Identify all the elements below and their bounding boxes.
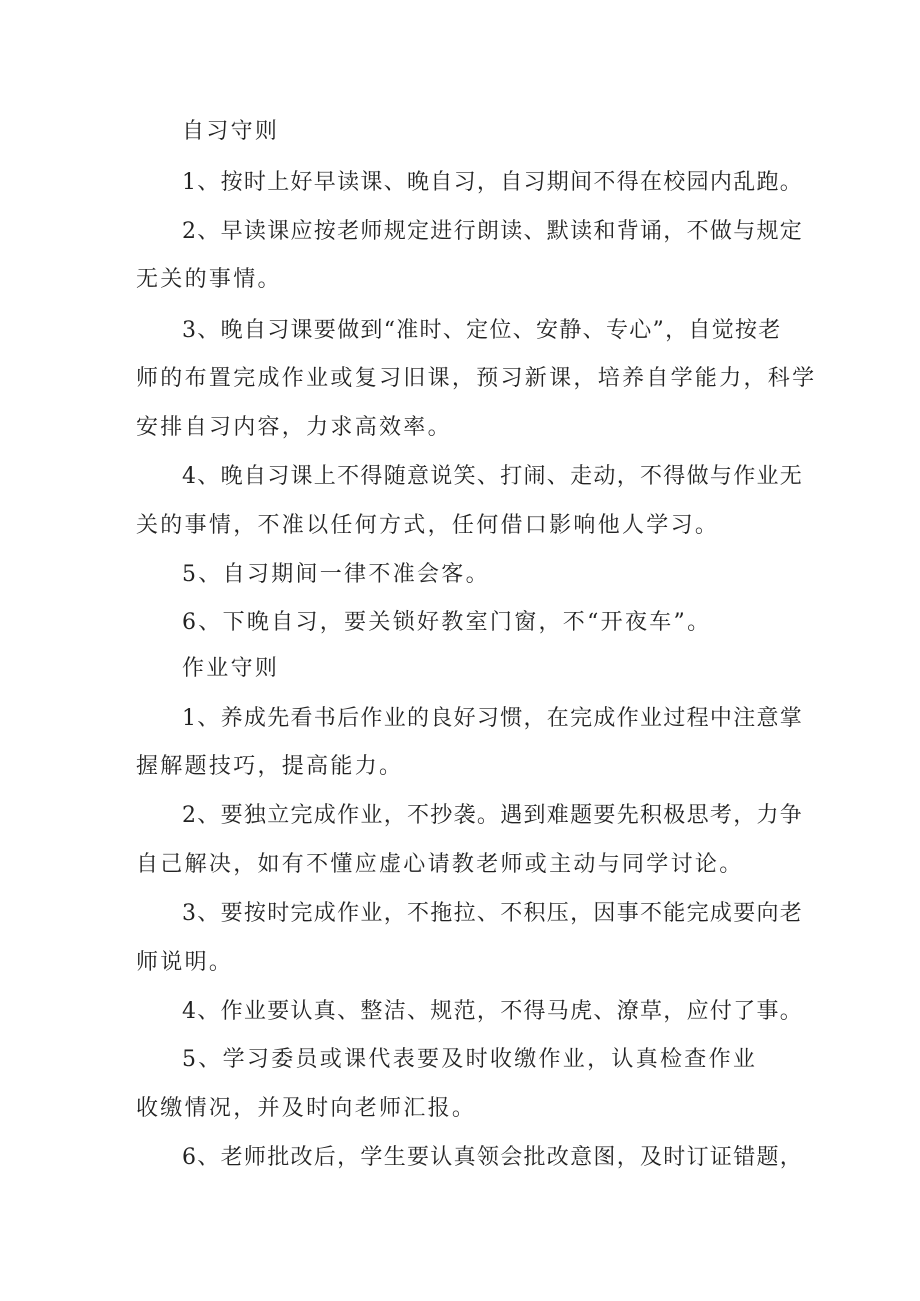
paragraph-line: 6、下晚自习，要关锁好教室门窗，不“开夜车”。 — [182, 610, 712, 635]
section-heading-homework-rules: 作业守则 — [182, 656, 280, 681]
paragraph-line: 关的事情，不准以任何方式，任何借口影响他人学习。 — [136, 513, 720, 538]
paragraph-line: 安排自习内容，力求高效率。 — [136, 415, 452, 440]
paragraph-line: 收缴情况，并及时向老师汇报。 — [136, 1096, 477, 1121]
paragraph-line: 自己解决，如有不懂应虚心请教老师或主动与同学讨论。 — [136, 852, 744, 877]
paragraph-line: 2、早读课应按老师规定进行朗读、默读和背诵，不做与规定 — [182, 219, 804, 244]
paragraph-line: 5、学习委员或课代表要及时收缴作业，认真检查作业 — [182, 1047, 758, 1072]
paragraph-line: 4、晚自习课上不得随意说笑、打闹、走动，不得做与作业无 — [182, 464, 804, 489]
paragraph-line: 2、要独立完成作业，不抄袭。遇到难题要先积极思考，力争 — [182, 803, 804, 828]
paragraph-line: 5、自习期间一律不准会客。 — [182, 562, 490, 587]
paragraph-line: 4、作业要认真、整洁、规范，不得马虎、潦草，应付了事。 — [182, 999, 804, 1024]
paragraph-line: 1、按时上好早读课、晚自习，自习期间不得在校园内乱跑。 — [182, 170, 804, 195]
paragraph-line: 3、要按时完成作业，不拖拉、不积压，因事不能完成要向老 — [182, 901, 804, 926]
paragraph-line: 师说明。 — [136, 950, 234, 975]
paragraph-line: 1、养成先看书后作业的良好习惯，在完成作业过程中注意掌 — [182, 706, 804, 731]
paragraph-line: 3、晚自习课要做到“准时、定位、安静、专心”，自觉按老 — [182, 318, 782, 343]
section-heading-self-study-rules: 自习守则 — [182, 119, 280, 144]
paragraph-line: 6、老师批改后，学生要认真领会批改意图，及时订证错题， — [182, 1145, 804, 1170]
paragraph-line: 无关的事情。 — [136, 267, 282, 292]
paragraph-line: 握解题技巧，提高能力。 — [136, 754, 404, 779]
paragraph-line: 师的布置完成作业或复习旧课，预习新课，培养自学能力，科学 — [136, 366, 816, 391]
